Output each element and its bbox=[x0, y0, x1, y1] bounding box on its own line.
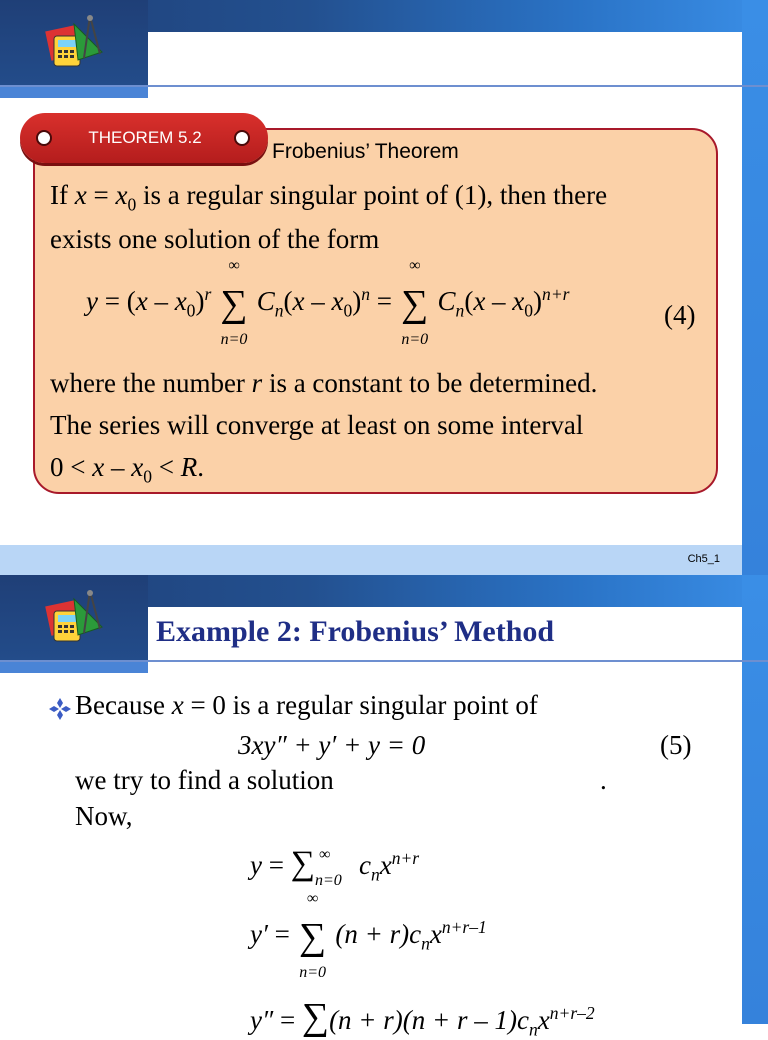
math-tools-logo-icon bbox=[44, 589, 108, 649]
equation-4-number: (4) bbox=[664, 300, 696, 330]
equation-5: 3xy″ + y′ + y = 0 bbox=[238, 730, 426, 760]
theorem-line-1: If $x = x_0$ is a regular singular point of (1), then there bbox=[50, 180, 608, 215]
diamond-bullet-icon bbox=[48, 697, 72, 721]
example-line-3: Now, bbox=[75, 801, 133, 831]
equation-y: y = ∑ ∞ n=0 $c_nx^{n+r}$ bbox=[250, 845, 420, 889]
example-line-1: Because x = 0 is a regular singular point of bbox=[75, 690, 538, 720]
pill-left-dot-icon bbox=[36, 130, 52, 146]
slide-title: Example 2: Frobenius’ Method bbox=[156, 615, 555, 648]
theorem-label-pill bbox=[20, 113, 268, 163]
theorem-name: Frobenius’ Theorem bbox=[272, 140, 459, 163]
equation-5-number: (5) bbox=[660, 730, 692, 760]
example-line-2: we try to find a solution bbox=[75, 765, 334, 795]
theorem-line-4: The series will converge at least on some interval bbox=[50, 410, 584, 440]
pill-right-dot-icon bbox=[234, 130, 250, 146]
equation-y-double-prime: $y'' = \sum(n + r)(n + r - 1)c_nx^{n+r-2}$ bbox=[250, 996, 595, 1040]
slide-number: Ch5_1 bbox=[687, 553, 720, 565]
equation-4: $y = (x - x_0)^r$ ∞ ∑ n=0 $C_n(x - x_0)^n$ = ∞ ∑ n=0 $C_n(x - x_0)^{n+r}$ bbox=[86, 256, 570, 348]
header-strip bbox=[0, 87, 148, 98]
example-line-2-period: . bbox=[600, 765, 607, 795]
equation-y-prime: y′ = ∞ ∑ n=0 $(n + r)c_nx^{n+r-1}$ bbox=[250, 889, 487, 981]
header-strip bbox=[0, 662, 148, 673]
theorem-line-3: where the number r is a constant to be determined. bbox=[50, 368, 598, 398]
right-side-bar bbox=[742, 575, 768, 1024]
slide-example bbox=[0, 575, 768, 1040]
sum-symbol-3: ∞ ∑ n=0 bbox=[299, 889, 327, 981]
sum-symbol-2: ∞ ∑ n=0 bbox=[401, 256, 429, 348]
theorem-line-5: $0 < x - x_0 < R$. bbox=[50, 452, 204, 487]
theorem-line-2: exists one solution of the form bbox=[50, 224, 380, 254]
math-tools-logo-icon bbox=[44, 14, 108, 74]
theorem-label: THEOREM 5.2 bbox=[88, 128, 202, 147]
sum-symbol-1: ∞ ∑ n=0 bbox=[220, 256, 248, 348]
title-area bbox=[148, 32, 742, 85]
footer-band bbox=[0, 545, 742, 575]
